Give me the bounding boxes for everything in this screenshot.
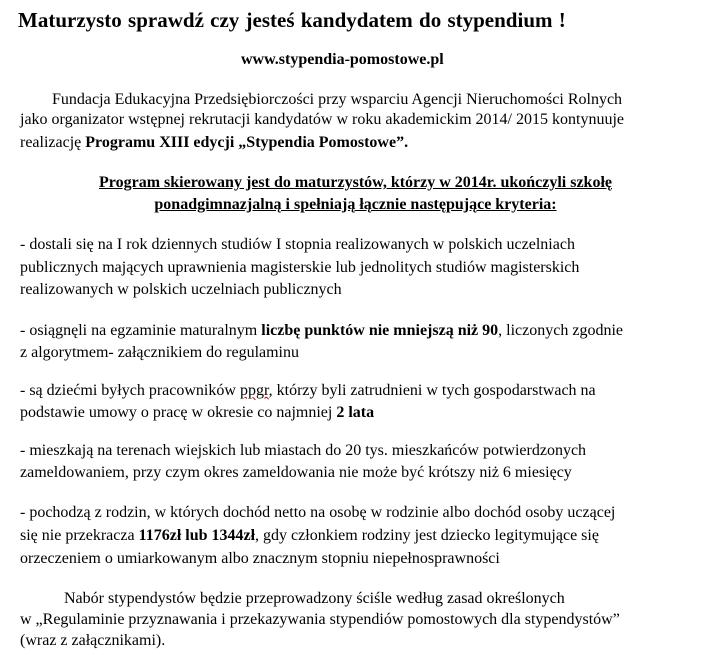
criterion-2-suffix: , liczonych zgodnie xyxy=(498,322,623,339)
intro-line-3-prefix: realizację xyxy=(20,134,86,151)
criterion-1-line-1: - dostali się na I rok dziennych studiów I stopnia realizowanych w polskich uczelniach xyxy=(20,236,575,253)
intro-line-2: jako organizator wstępnej rekrutacji kandydatów w roku akademickim 2014/ 2015 kontynuuje xyxy=(20,111,624,128)
criterion-2-prefix: - osiągnęli na egzaminie maturalnym xyxy=(20,322,262,339)
criterion-3-duration: 2 lata xyxy=(336,404,375,421)
criterion-3-line-2-prefix: podstawie umowy o pracę w okresie co najmniej xyxy=(20,404,337,421)
program-name: Programu XIII edycji „Stypendia Pomostowe”. xyxy=(85,134,409,151)
criterion-2-line-2: z algorytmem- załącznikiem do regulaminu xyxy=(20,344,299,361)
criterion-3-line-2 xyxy=(20,403,374,423)
closing-line-3: (wraz z załącznikami). xyxy=(20,632,166,649)
criterion-1-line-3: realizowanych w polskich uczelniach publicznych xyxy=(20,281,342,298)
criteria-heading-text-2: ponadgimnazjalną i spełniają łącznie następujące kryteria: xyxy=(154,196,557,213)
criteria-heading-line-2 xyxy=(0,195,711,215)
intro-line-1: Fundacja Edukacyjna Przedsiębiorczości przy wsparciu Agencji Nieruchomości Rolnych xyxy=(52,91,623,108)
criterion-3-line-1 xyxy=(20,381,596,401)
criterion-5-line-3: orzeczeniem o umiarkowanym albo znacznym stopniu niepełnosprawności xyxy=(20,550,500,567)
criteria-heading-line-1 xyxy=(0,173,711,193)
criterion-5-income-limit: 1176zł lub 1344zł xyxy=(138,527,256,544)
criterion-5-line-2 xyxy=(20,526,599,546)
website-url: www.stypendia-pomostowe.pl xyxy=(241,51,444,68)
closing-line-1: Nabór stypendystów będzie przeprowadzony ściśle według zasad określonych xyxy=(64,590,565,607)
criterion-5-suffix: , gdy członkiem rodziny jest dziecko legitymujące się xyxy=(255,527,599,544)
ppgr-spellcheck-word: ppgr xyxy=(239,382,269,399)
criterion-5-line-1: - pochodzą z rodzin, w których dochód netto na osobę w rodzinie albo dochód osoby uczącej xyxy=(20,504,616,521)
criterion-4-line-1: - mieszkają na terenach wiejskich lub miastach do 20 tys. mieszkańców potwierdzonych xyxy=(20,442,587,459)
criterion-2-points: liczbę punktów nie mniejszą niż 90 xyxy=(261,322,499,339)
page-title: Maturzysto sprawdź czy jesteś kandydatem do stypendium ! xyxy=(18,8,566,32)
criteria-heading-text-1: Program skierowany jest do maturzystów, którzy w 2014r. ukończyli szkołę xyxy=(99,174,612,191)
criterion-1-line-2: publicznych mających uprawnienia magisterskie lub jednolitych studiów magisterskich xyxy=(20,259,580,276)
closing-line-2: w „Regulaminie przyznawania i przekazywania stypendiów pomostowych dla stypendystów” xyxy=(20,611,620,628)
criterion-3-suffix: , którzy byli zatrudnieni w tych gospodarstwach na xyxy=(268,382,596,399)
criterion-4-line-2: zameldowaniem, przy czym okres zameldowania nie może być krótszy niż 6 miesięcy xyxy=(20,464,572,481)
criterion-2-line-1 xyxy=(20,321,623,341)
intro-line-3 xyxy=(20,133,408,153)
criterion-3-prefix: - są dziećmi byłych pracowników xyxy=(20,382,240,399)
criterion-5-prefix: się nie przekracza xyxy=(20,527,139,544)
